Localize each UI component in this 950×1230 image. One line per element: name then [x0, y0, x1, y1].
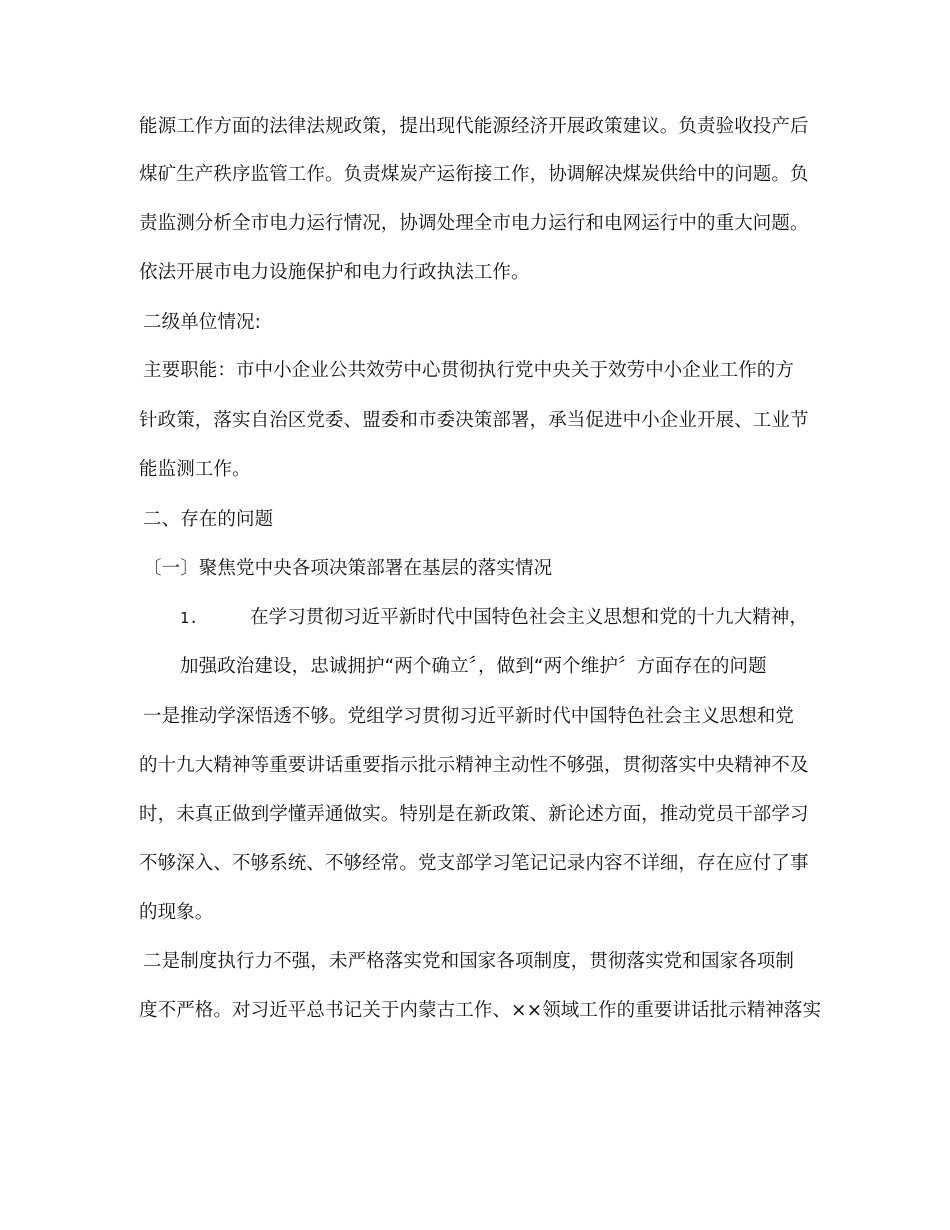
section-label: 二级单位情况: — [143, 312, 261, 333]
body-text-line: 一是推动学深悟透不够。党组学习贯彻习近平新时代中国特色社会主义思想和党 — [143, 706, 795, 727]
body-text-line: 能源工作方面的法律法规政策，提出现代能源经济开展政策建议。负责验收投产后 — [139, 116, 809, 137]
body-text-line: 度不严格。对习近平总书记关于内蒙古工作、××领域工作的重要讲话批示精神落实 — [139, 1000, 822, 1021]
body-text-line: 的十九大精神等重要讲话重要指示批示精神主动性不够强，贯彻落实中央精神不及 — [139, 755, 809, 776]
body-text-line: 的现象。 — [139, 902, 214, 923]
section-heading: 二、存在的问题 — [143, 509, 274, 530]
body-text-line: 煤矿生产秩序监管工作。负责煤炭产运衔接工作，协调解决煤炭供给中的问题。负 — [139, 164, 809, 185]
body-text-line: 二是制度执行力不强，未严格落实党和国家各项制度，贯彻落实党和国家各项制 — [143, 951, 795, 972]
subsection-heading: 〔一〕聚焦党中央各项决策部署在基层的落实情况 — [143, 558, 553, 579]
body-text-line: 针政策，落实自治区党委、盟委和市委决策部署，承当促进中小企业开展、工业节 — [139, 410, 809, 431]
numbered-item-text: 在学习贯彻习近平新时代中国特色社会主义思想和党的十九大精神， — [250, 607, 809, 628]
item-number: 1. — [180, 609, 199, 627]
body-text-line: 依法开展市电力设施保护和电力行政执法工作。 — [139, 262, 530, 283]
body-text-line: 能监测工作。 — [139, 459, 251, 480]
body-text-line: 加强政治建设，忠诚拥护“两个确立〞，做到“两个维护〞方面存在的问题 — [180, 656, 767, 677]
body-text-line: 时，未真正做到学懂弄通做实。特别是在新政策、新论述方面，推动党员干部学习 — [139, 804, 809, 825]
body-text-line: 不够深入、不够系统、不够经常。党支部学习笔记记录内容不详细，存在应付了事 — [139, 853, 809, 874]
body-text-line: 责监测分析全市电力运行情况，协调处理全市电力运行和电网运行中的重大问题。 — [139, 213, 809, 234]
body-text-line: 主要职能：市中小企业公共效劳中心贯彻执行党中央关于效劳中小企业工作的方 — [143, 360, 795, 381]
numbered-item-heading — [180, 605, 870, 631]
